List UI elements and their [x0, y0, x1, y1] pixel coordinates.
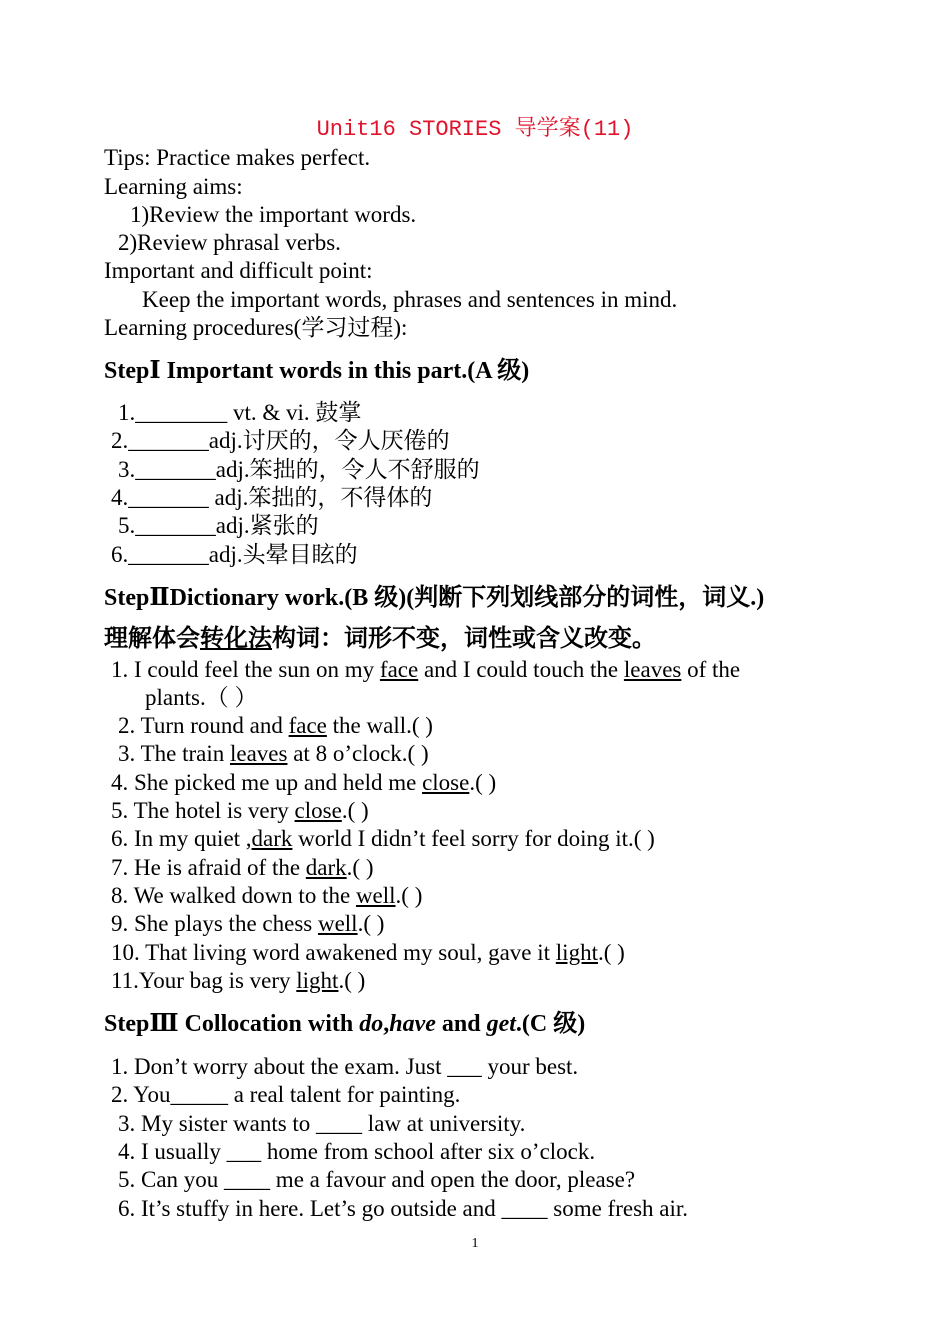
procedures-label: Learning procedures(学习过程):	[104, 315, 408, 340]
sentence-text: at 8 o’clock.(	[287, 741, 416, 766]
sentence-text: 6. In my quiet ,	[111, 826, 252, 851]
dictionary-sentence	[118, 712, 433, 740]
underlined-word: well	[355, 883, 396, 908]
step3-heading-post: .(C 级)	[515, 1011, 586, 1037]
underlined-word: dark	[251, 826, 293, 851]
underlined-word: leaves	[623, 657, 682, 682]
collocation-item: 2. You_____ a real talent for painting.	[111, 1082, 461, 1107]
step3-heading-mid: and	[435, 1011, 487, 1037]
collocation-item: 5. Can you ____ me a favour and open the door, please?	[118, 1167, 636, 1192]
underlined-word: face	[379, 657, 419, 682]
step3-heading-get: get	[486, 1011, 516, 1037]
step3-heading	[104, 1009, 585, 1039]
document-title: Unit16 STORIES 导学案(11)	[316, 117, 634, 142]
underlined-word: well	[317, 911, 358, 936]
dictionary-sentence	[111, 656, 740, 684]
learning-aims-label: Learning aims:	[104, 174, 243, 199]
sentence-text: .(	[338, 968, 352, 993]
aim-item: 2)Review phrasal verbs.	[118, 230, 341, 255]
vocab-item: 5._______adj.紧张的	[118, 513, 319, 538]
page-number: 1	[471, 1236, 479, 1251]
sentence-text: )	[351, 968, 366, 993]
collocation-item: 1. Don’t worry about the exam. Just ___ your best.	[111, 1054, 579, 1079]
step3-heading-do: do	[359, 1011, 384, 1037]
sentence-text: 7. He is afraid of the	[111, 855, 306, 880]
vocab-item: 4._______ adj.笨拙的，不得体的	[111, 485, 433, 510]
aim-item: 1)Review the important words.	[130, 202, 417, 227]
sentence-text: world I didn’t feel sorry for doing it.(	[292, 826, 642, 851]
underlined-word: close	[422, 770, 470, 795]
sentence-text: ）	[228, 685, 258, 710]
sentence-text: )	[419, 713, 433, 738]
sentence-text: )	[415, 741, 429, 766]
sentence-text: .(	[341, 798, 356, 823]
sentence-text: )	[611, 940, 625, 965]
collocation-item: 3. My sister wants to ____ law at university.	[118, 1111, 526, 1136]
dictionary-sentence	[111, 769, 496, 797]
dictionary-sentence	[118, 740, 429, 768]
sentence-text: )	[355, 798, 369, 823]
vocab-item: 3._______adj.笨拙的，令人不舒服的	[118, 457, 480, 482]
vocab-item: 2._______adj.讨厌的，令人厌倦的	[111, 428, 450, 453]
sentence-text: )	[360, 855, 374, 880]
dictionary-sentence	[111, 967, 365, 995]
sentence-text: 4. She picked me up and held me	[111, 770, 423, 795]
sentence-text: )	[641, 826, 655, 851]
step2-heading: StepⅡDictionary work.(B 级)(判断下列划线部分的词性，词义.)	[104, 585, 765, 611]
step3-heading-sep: ,	[383, 1011, 390, 1037]
sentence-text: .(	[357, 911, 371, 936]
dictionary-sentence	[111, 882, 422, 910]
sentence-text: plants.（	[145, 685, 229, 710]
collocation-item: 6. It’s stuffy in here. Let’s go outside and ____ some fresh air.	[118, 1196, 689, 1221]
collocation-item: 4. I usually ___ home from school after six o’clock.	[118, 1139, 596, 1164]
subheading-underlined: 转化法	[200, 626, 272, 652]
sentence-text: 5. The hotel is very	[111, 798, 295, 823]
sentence-text: and I could touch the	[418, 657, 624, 682]
sentence-text: the wall.(	[326, 713, 420, 738]
sentence-text: .(	[395, 883, 409, 908]
underlined-word: leaves	[230, 741, 288, 766]
step2-subheading	[104, 624, 656, 654]
sentence-text: .(	[346, 855, 361, 880]
vocab-item: 1.________ vt. & vi. 鼓掌	[118, 400, 362, 425]
dictionary-sentence	[111, 939, 625, 967]
underlined-word: dark	[305, 855, 347, 880]
dictionary-sentence	[111, 825, 655, 853]
vocab-item: 6._______adj.头晕目眩的	[111, 542, 358, 567]
step3-heading-have: have	[389, 1011, 436, 1037]
subheading-post: 构词：词形不变，词性或含义改变。	[272, 626, 656, 652]
important-point-text: Keep the important words, phrases and sentences in mind.	[142, 287, 678, 312]
underlined-word: face	[288, 713, 327, 738]
dictionary-sentence	[111, 854, 374, 882]
sentence-text: of the	[681, 657, 741, 682]
sentence-text: 10. That living word awakened my soul, gave it	[111, 940, 556, 965]
sentence-text: )	[482, 770, 497, 795]
sentence-text: )	[408, 883, 423, 908]
important-point-label: Important and difficult point:	[104, 258, 373, 283]
sentence-text: .(	[597, 940, 612, 965]
dictionary-sentence	[145, 684, 257, 712]
step1-heading: StepⅠ Important words in this part.(A 级)	[104, 358, 530, 384]
underlined-word: light	[555, 940, 598, 965]
sentence-text: 3. The train	[118, 741, 230, 766]
sentence-text: 11.Your bag is very	[111, 968, 297, 993]
sentence-text: )	[371, 911, 385, 936]
underlined-word: close	[294, 798, 342, 823]
dictionary-sentence	[111, 910, 384, 938]
sentence-text: 9. She plays the chess	[111, 911, 318, 936]
sentence-text: 2. Turn round and	[118, 713, 289, 738]
step3-heading-pre: StepⅢ Collocation with	[104, 1011, 360, 1037]
dictionary-sentence	[111, 797, 369, 825]
sentence-text: 8. We walked down to the	[111, 883, 356, 908]
tips-line: Tips: Practice makes perfect.	[104, 145, 371, 170]
sentence-text: .(	[469, 770, 483, 795]
sentence-text: 1. I could feel the sun on my	[111, 657, 380, 682]
subheading-pre: 理解体会	[104, 626, 200, 652]
underlined-word: light	[296, 968, 339, 993]
